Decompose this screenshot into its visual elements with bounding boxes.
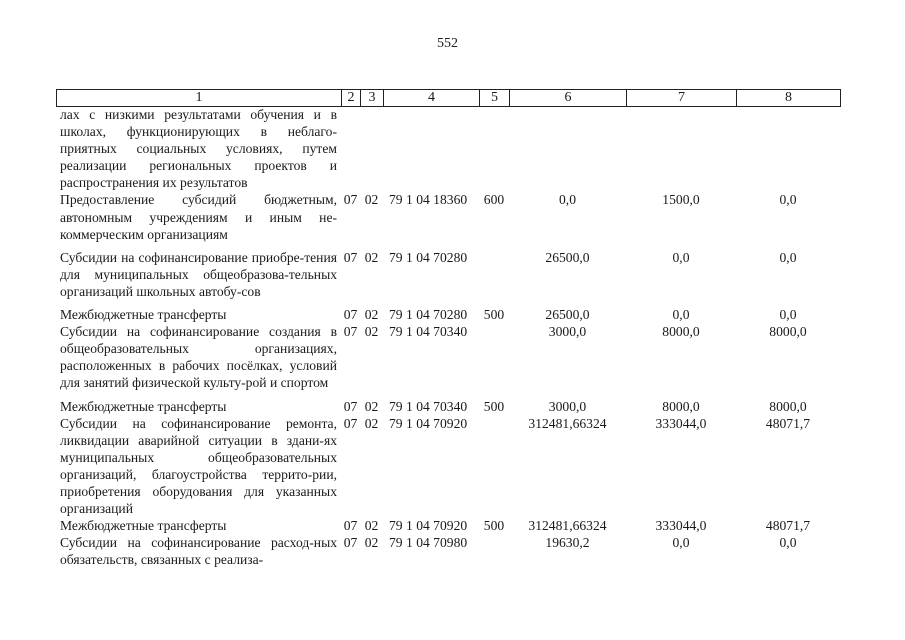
row-subsection: 02 — [364, 307, 379, 323]
row-name-cell — [56, 517, 341, 534]
row-target-code: 79 1 04 70340 — [389, 324, 468, 340]
row-amount-col7: 8000,0 — [662, 324, 700, 340]
row-amount-col6: 3000,0 — [548, 324, 587, 340]
row-section: 07 — [343, 324, 358, 340]
row-name: Субсидии на софинансирование расход-ных обязательств, связанных с реализа- — [60, 535, 337, 568]
row-subsection: 02 — [364, 518, 379, 534]
row-subsection: 02 — [364, 535, 379, 551]
row-expense-type — [479, 249, 509, 300]
row-name-cell — [56, 534, 341, 568]
row-expense-type: 500 — [483, 518, 505, 534]
row-subsection — [360, 106, 383, 191]
row-name: Субсидии на софинансирование приобре-тения для муниципальных общеобразова-тельных организаций школьных автобу-сов — [60, 249, 337, 299]
column-number-header — [56, 89, 841, 107]
table-row — [56, 415, 840, 518]
row-amount-col8: 8000,0 — [769, 398, 807, 414]
row-expense-type: 500 — [483, 307, 505, 323]
row-amount-col7: 8000,0 — [662, 398, 700, 414]
row-amount-col6: 0,0 — [559, 192, 576, 208]
row-subsection: 02 — [364, 415, 379, 431]
row-expense-type: 500 — [483, 398, 505, 414]
row-subsection: 02 — [364, 398, 379, 414]
row-amount-col8: 0,0 — [779, 535, 797, 551]
row-amount-col7: 333044,0 — [655, 518, 707, 534]
budget-table — [56, 106, 840, 568]
row-expense-type: 600 — [483, 192, 505, 208]
row-name: Межбюджетные трансферты — [60, 398, 227, 414]
table-row — [56, 534, 840, 568]
row-section: 07 — [343, 307, 358, 323]
table-row — [56, 306, 840, 323]
row-section: 07 — [343, 415, 358, 431]
row-name-cell — [56, 249, 341, 300]
row-amount-col6: 26500,0 — [545, 249, 590, 265]
row-section: 07 — [343, 192, 358, 208]
header-col-6: 6 — [510, 90, 627, 107]
table-row — [56, 323, 840, 391]
row-name: Межбюджетные трансферты — [60, 307, 227, 323]
row-section: 07 — [343, 249, 358, 265]
row-amount-col7: 1500,0 — [662, 192, 700, 208]
row-amount-col7: 0,0 — [672, 307, 690, 323]
row-section: 07 — [343, 535, 358, 551]
row-name-cell — [56, 415, 341, 518]
row-target-code: 79 1 04 70920 — [389, 518, 468, 534]
row-amount-col6: 3000,0 — [548, 398, 587, 414]
row-amount-col8: 8000,0 — [769, 324, 807, 340]
row-section: 07 — [343, 518, 358, 534]
row-section: 07 — [343, 398, 358, 414]
row-subsection: 02 — [364, 324, 379, 340]
row-amount-col8: 48071,7 — [765, 415, 811, 431]
table-row — [56, 249, 840, 300]
row-expense-type — [479, 323, 509, 391]
header-col-2: 2 — [342, 90, 361, 107]
row-expense-type — [479, 415, 509, 518]
row-target-code: 79 1 04 70980 — [389, 535, 468, 551]
row-amount-col6: 19630,2 — [545, 535, 590, 551]
row-name: Субсидии на софинансирование создания в общеобразовательных организациях, расположенных в рабочих посёлках, условий для занятий физической культу-рой и спортом — [60, 324, 337, 391]
row-subsection: 02 — [364, 249, 379, 265]
table-row — [56, 517, 840, 534]
row-amount-col6: 26500,0 — [545, 307, 590, 323]
header-col-5: 5 — [480, 90, 510, 107]
row-amount-col7: 0,0 — [672, 535, 690, 551]
header-col-3: 3 — [361, 90, 384, 107]
row-name-cell — [56, 398, 341, 415]
row-expense-type — [479, 106, 509, 191]
row-amount-col6: 312481,66324 — [528, 415, 607, 431]
row-name: лах с низкими результатами обучения и в школах, функционирующих в неблаго-приятных социальных условиях, путем реализации региональных проектов и распространения их результатов — [60, 107, 337, 191]
row-amount-col8 — [736, 106, 840, 191]
row-amount-col8: 48071,7 — [765, 518, 811, 534]
row-amount-col8: 0,0 — [779, 249, 797, 265]
row-target-code: 79 1 04 70920 — [389, 415, 468, 431]
table-row — [56, 398, 840, 415]
table-row — [56, 191, 840, 242]
header-col-7: 7 — [627, 90, 737, 107]
row-target-code — [383, 106, 479, 191]
row-subsection: 02 — [364, 192, 379, 208]
header-col-4: 4 — [384, 90, 480, 107]
row-amount-col7: 333044,0 — [655, 415, 707, 431]
row-target-code: 79 1 04 70280 — [389, 307, 468, 323]
row-name: Межбюджетные трансферты — [60, 518, 227, 534]
row-name: Субсидии на софинансирование ремонта, ликвидации аварийной ситуации в здани-ях муниципальных общеобразовательных организаций, благоустройства террито-рии, приобретения оборудования для указанных организаций — [60, 415, 337, 517]
row-amount-col6: 312481,66324 — [528, 518, 607, 534]
row-amount-col8: 0,0 — [779, 307, 797, 323]
row-name-cell — [56, 191, 341, 242]
header-col-8: 8 — [737, 90, 841, 107]
row-expense-type — [479, 534, 509, 568]
row-name-cell — [56, 323, 341, 391]
page-number: 552 — [437, 36, 458, 51]
row-target-code: 79 1 04 70340 — [389, 398, 468, 414]
row-name-cell — [56, 306, 341, 323]
row-target-code: 79 1 04 70280 — [389, 249, 468, 265]
row-amount-col8: 0,0 — [779, 192, 797, 208]
header-col-1: 1 — [57, 90, 342, 107]
row-target-code: 79 1 04 18360 — [389, 192, 468, 208]
row-amount-col6 — [509, 106, 626, 191]
row-name: Предоставление субсидий бюджетным, автономным учреждениям и иным не-коммерческим организациям — [60, 192, 337, 242]
table-row — [56, 106, 840, 191]
row-section — [341, 106, 360, 191]
row-amount-col7: 0,0 — [672, 249, 690, 265]
row-name-cell — [56, 106, 341, 191]
row-amount-col7 — [626, 106, 736, 191]
